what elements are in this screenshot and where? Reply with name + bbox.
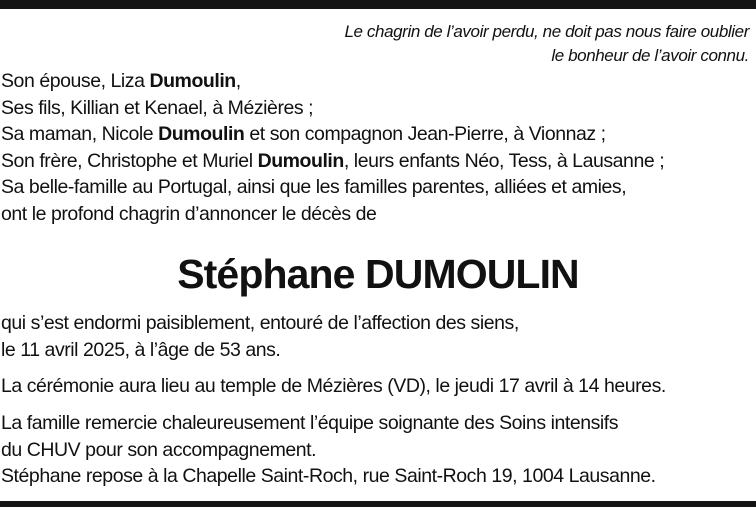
brother-line <box>1 148 664 175</box>
sons-line: Ses fils, Killian et Kenael, à Mézières ; <box>1 96 314 119</box>
mother-prefix: Sa maman, Nicole <box>1 123 159 145</box>
spouse-surname: Dumoulin <box>149 70 236 92</box>
ceremony-details <box>1 373 666 400</box>
brother-surname: Dumoulin <box>257 149 344 172</box>
mother-suffix: et son compagnon Jean-Pierre, à Vionnaz ; <box>244 123 606 145</box>
death-line-2: le 11 avril 2025, à l’âge de 53 ans. <box>1 338 281 361</box>
thanks-line-2: du CHUV pour son accompagnement. <box>1 438 317 461</box>
brother-prefix: Son frère, Christophe et Muriel <box>1 149 258 172</box>
announce-line: ont le profond chagrin d’annoncer le décès de <box>1 202 377 225</box>
brother-suffix: , leurs enfants Néo, Tess, à Lausanne ; <box>343 149 665 172</box>
deceased-name: Stéphane DUMOULIN <box>177 251 579 297</box>
thanks-paragraph <box>1 410 656 490</box>
spouse-suffix: , <box>235 70 241 92</box>
mother-surname: Dumoulin <box>158 123 245 145</box>
death-line-1: qui s’est endormi paisiblement, entouré de l’affection des siens, <box>1 312 519 334</box>
epigraph-line-2: le bonheur de l’avoir connu. <box>551 46 749 65</box>
spouse-prefix: Son épouse, Liza <box>1 70 150 92</box>
epigraph-line-1: Le chagrin de l’avoir perdu, ne doit pas nous faire oublier <box>344 22 749 41</box>
family-announcement <box>1 68 664 227</box>
death-details <box>1 310 519 363</box>
ceremony-line: La cérémonie aura lieu au temple de Mézières (VD), le jeudi 17 avril à 14 heures. <box>1 375 666 397</box>
mother-line <box>1 121 664 148</box>
top-border-rule <box>0 0 756 9</box>
spouse-line <box>1 68 664 95</box>
in-laws-line: Sa belle-famille au Portugal, ainsi que les familles parentes, alliées et amies, <box>1 176 627 198</box>
bottom-border-rule <box>0 501 756 507</box>
epigraph-quote <box>344 20 749 68</box>
thanks-line-1: La famille remercie chaleureusement l’équipe soignante des Soins intensifs <box>1 412 619 434</box>
thanks-line-3: Stéphane repose à la Chapelle Saint-Roch, rue Saint-Roch 19, 1004 Lausanne. <box>1 465 656 487</box>
